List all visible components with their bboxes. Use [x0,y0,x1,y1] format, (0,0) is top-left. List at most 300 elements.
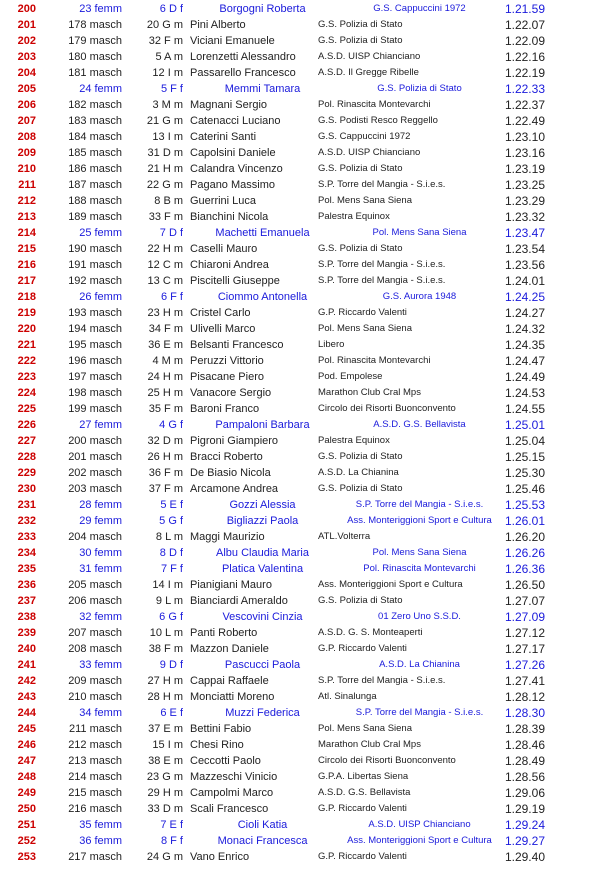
time-cell: 1.24.25 [504,290,545,304]
table-row [0,161,615,177]
table-row [0,417,615,433]
time-cell: 1.22.33 [504,82,545,96]
team-cell: ATL.Volterra [318,531,371,542]
athlete-name-cell: Scali Francesco [190,803,269,815]
position-cell: 206 [17,99,36,111]
category-cell: 33 D m [147,803,183,815]
team-cell: G.P. Riccardo Valenti [318,643,407,654]
time-cell: 1.24.47 [504,354,545,368]
athlete-name-cell: Viciani Emanuele [190,35,275,47]
position-cell: 208 [17,131,36,143]
athlete-name-cell: Cioli Katia [237,819,288,831]
category-cell: 35 F m [148,403,183,415]
category-cell: 10 L m [149,627,183,639]
category-cell: 4 G f [159,419,183,431]
team-cell: Palestra Equinox [318,211,390,222]
athlete-name-cell: Bianchini Nicola [190,211,269,223]
position-cell: 221 [17,339,36,351]
table-row [0,737,615,753]
team-cell: A.S.D. G.S. Bellavista [318,787,411,798]
position-cell: 223 [17,371,36,383]
team-cell: G.S. Polizia di Stato [318,483,403,494]
table-row [0,177,615,193]
category-cell: 25 H m [147,387,183,399]
athlete-name-cell: Chesi Rino [190,739,244,751]
time-cell: 1.27.17 [504,642,545,656]
athlete-name-cell: Chiaroni Andrea [190,259,269,271]
table-row [0,769,615,785]
table-row [0,353,615,369]
position-cell: 234 [17,547,36,559]
table-row [0,209,615,225]
category-cell: 9 D f [159,659,183,671]
team-cell: Pol. Mens Sana Siena [318,195,413,206]
time-cell: 1.25.04 [504,434,545,448]
table-row [0,321,615,337]
team-cell: G.S. Aurora 1948 [382,291,457,302]
position-cell: 214 [17,227,36,239]
team-cell: Libero [318,339,345,350]
bib-cell: 194 masch [68,323,122,335]
athlete-name-cell: Bigliazzi Paola [226,515,299,527]
position-cell: 212 [17,195,36,207]
time-cell: 1.23.54 [504,242,545,256]
athlete-name-cell: Borgogni Roberta [219,3,306,15]
table-row [0,337,615,353]
position-cell: 247 [17,755,36,767]
bib-cell: 199 masch [68,403,122,415]
category-cell: 3 M m [152,99,183,111]
table-row [0,817,615,833]
athlete-name-cell: Caselli Mauro [190,243,258,255]
time-cell: 1.22.49 [504,114,545,128]
position-cell: 222 [17,355,36,367]
table-row [0,545,615,561]
position-cell: 231 [17,499,36,511]
time-cell: 1.24.35 [504,338,545,352]
team-cell: A.S.D. UISP Chianciano [368,819,471,830]
athlete-name-cell: Machetti Emanuela [215,227,310,239]
team-cell: Pod. Empolese [318,371,383,382]
athlete-name-cell: Caterini Santi [190,131,257,143]
athlete-name-cell: Arcamone Andrea [190,483,279,495]
athlete-name-cell: Passarello Francesco [190,67,296,79]
category-cell: 8 F f [160,835,183,847]
team-cell: G.S. Polizia di Stato [318,243,403,254]
bib-cell: 35 femm [79,819,122,831]
athlete-name-cell: Pianigiani Mauro [190,579,272,591]
athlete-name-cell: Pampaloni Barbara [215,419,310,431]
team-cell: G.S. Polizia di Stato [318,19,403,30]
bib-cell: 200 masch [68,435,122,447]
position-cell: 216 [17,259,36,271]
category-cell: 8 D f [159,547,183,559]
category-cell: 13 C m [147,275,183,287]
team-cell: A.S.D. La Chianina [318,467,399,478]
position-cell: 228 [17,451,36,463]
bib-cell: 192 masch [68,275,122,287]
athlete-name-cell: Muzzi Federica [225,707,300,719]
category-cell: 22 G m [146,179,183,191]
table-row [0,49,615,65]
athlete-name-cell: Baroni Franco [190,403,260,415]
table-row [0,97,615,113]
bib-cell: 203 masch [68,483,122,495]
position-cell: 204 [17,67,36,79]
table-row [0,33,615,49]
category-cell: 12 I m [152,67,183,79]
category-cell: 24 H m [147,371,183,383]
athlete-name-cell: Pisacane Piero [190,371,264,383]
time-cell: 1.23.16 [504,146,545,160]
table-row [0,17,615,33]
table-row [0,81,615,97]
category-cell: 6 D f [159,3,183,15]
position-cell: 250 [17,803,36,815]
time-cell: 1.22.09 [504,34,545,48]
position-cell: 241 [17,659,36,671]
position-cell: 245 [17,723,36,735]
category-cell: 8 L m [155,531,183,543]
team-cell: G.S. Cappuccini 1972 [373,3,466,14]
bib-cell: 206 masch [68,595,122,607]
team-cell: Pol. Mens Sana Siena [318,323,413,334]
time-cell: 1.27.26 [504,658,545,672]
time-cell: 1.28.30 [504,706,545,720]
team-cell: G.S. Podisti Resco Reggello [318,115,438,126]
bib-cell: 178 masch [68,19,122,31]
time-cell: 1.25.15 [504,450,545,464]
category-cell: 6 F f [160,291,183,303]
team-cell: A.S.D. Il Gregge Ribelle [318,67,419,78]
position-cell: 237 [17,595,36,607]
position-cell: 211 [18,179,36,191]
time-cell: 1.22.37 [504,98,545,112]
table-row [0,641,615,657]
time-cell: 1.27.12 [504,626,545,640]
bib-cell: 36 femm [79,835,122,847]
position-cell: 227 [17,435,36,447]
category-cell: 27 H m [147,675,183,687]
time-cell: 1.21.59 [504,2,545,16]
category-cell: 28 H m [147,691,183,703]
athlete-name-cell: Bianciardi Ameraldo [190,595,288,607]
time-cell: 1.29.19 [504,802,545,816]
category-cell: 9 L m [155,595,183,607]
position-cell: 203 [17,51,36,63]
bib-cell: 24 femm [79,83,122,95]
athlete-name-cell: Pagano Massimo [190,179,275,191]
bib-cell: 186 masch [68,163,122,175]
table-row [0,513,615,529]
table-row [0,385,615,401]
time-cell: 1.24.55 [504,402,545,416]
athlete-name-cell: Mazzeschi Vinicio [190,771,278,783]
table-row [0,145,615,161]
time-cell: 1.26.20 [504,530,545,544]
bib-cell: 216 masch [68,803,122,815]
bib-cell: 197 masch [68,371,122,383]
table-row [0,849,615,865]
table-row [0,433,615,449]
athlete-name-cell: Vescovini Cinzia [222,611,303,623]
time-cell: 1.22.19 [504,66,545,80]
position-cell: 248 [17,771,36,783]
team-cell: S.P. Torre del Mangia - S.i.e.s. [318,259,446,270]
position-cell: 238 [17,611,36,623]
time-cell: 1.25.30 [504,466,545,480]
athlete-name-cell: Ceccotti Paolo [190,755,261,767]
athlete-name-cell: Platica Valentina [221,563,304,575]
bib-cell: 208 masch [68,643,122,655]
category-cell: 33 F m [148,211,183,223]
time-cell: 1.22.16 [504,50,545,64]
table-row [0,305,615,321]
table-row [0,1,615,17]
athlete-name-cell: Belsanti Francesco [190,339,284,351]
table-row [0,657,615,673]
time-cell: 1.28.12 [504,690,545,704]
category-cell: 15 I m [152,739,183,751]
athlete-name-cell: Ulivelli Marco [190,323,256,335]
category-cell: 34 F m [148,323,183,335]
table-row [0,801,615,817]
table-row [0,833,615,849]
category-cell: 24 G m [146,851,183,863]
bib-cell: 213 masch [68,755,122,767]
category-cell: 7 E f [160,819,183,831]
table-row [0,65,615,81]
time-cell: 1.27.41 [504,674,545,688]
bib-cell: 193 masch [68,307,122,319]
team-cell: Pol. Rinascita Montevarchi [363,563,476,574]
bib-cell: 30 femm [79,547,122,559]
time-cell: 1.24.32 [504,322,545,336]
time-cell: 1.27.07 [504,594,545,608]
position-cell: 224 [17,387,36,399]
table-row [0,721,615,737]
position-cell: 215 [17,243,36,255]
athlete-name-cell: Guerrini Luca [190,195,257,207]
table-row [0,625,615,641]
table-row [0,193,615,209]
table-row [0,577,615,593]
team-cell: Marathon Club Cral Mps [318,739,421,750]
time-cell: 1.26.36 [504,562,545,576]
athlete-name-cell: Magnani Sergio [190,99,268,111]
team-cell: G.S. Polizia di Stato [318,163,403,174]
position-cell: 229 [17,467,36,479]
table-row [0,273,615,289]
position-cell: 201 [17,19,36,31]
athlete-name-cell: Peruzzi Vittorio [190,355,264,367]
team-cell: S.P. Torre del Mangia - S.i.e.s. [355,499,484,510]
category-cell: 14 I m [152,579,183,591]
table-row [0,785,615,801]
position-cell: 249 [17,787,36,799]
team-cell: S.P. Torre del Mangia - S.i.e.s. [318,275,446,286]
athlete-name-cell: Albu Claudia Maria [216,547,309,559]
team-cell: Pol. Rinascita Montevarchi [318,355,431,366]
position-cell: 240 [17,643,36,655]
athlete-name-cell: Bracci Roberto [190,451,263,463]
bib-cell: 202 masch [68,467,122,479]
position-cell: 207 [17,115,36,127]
time-cell: 1.23.32 [504,210,545,224]
team-cell: G.S. Polizia di Stato [318,451,403,462]
category-cell: 5 E f [160,499,183,511]
athlete-name-cell: Piscitelli Giuseppe [190,275,280,287]
athlete-name-cell: Mazzon Daniele [190,643,269,655]
bib-cell: 180 masch [68,51,122,63]
bib-cell: 27 femm [79,419,122,431]
bib-cell: 179 masch [68,35,122,47]
time-cell: 1.25.46 [504,482,545,496]
category-cell: 13 I m [152,131,183,143]
table-row [0,609,615,625]
bib-cell: 209 masch [68,675,122,687]
category-cell: 6 G f [159,611,183,623]
category-cell: 38 E m [148,755,183,767]
bib-cell: 211 masch [69,723,122,735]
category-cell: 12 C m [147,259,183,271]
team-cell: G.P. Riccardo Valenti [318,803,407,814]
bib-cell: 28 femm [79,499,122,511]
bib-cell: 214 masch [68,771,122,783]
athlete-name-cell: Monciatti Moreno [190,691,275,703]
team-cell: A.S.D. UISP Chianciano [318,147,421,158]
athlete-name-cell: Cappai Raffaele [190,675,269,687]
category-cell: 5 F f [160,83,183,95]
bib-cell: 29 femm [79,515,122,527]
category-cell: 29 H m [147,787,183,799]
time-cell: 1.29.06 [504,786,545,800]
bib-cell: 183 masch [68,115,122,127]
table-row [0,753,615,769]
position-cell: 251 [17,819,36,831]
time-cell: 1.23.25 [504,178,545,192]
team-cell: S.P. Torre del Mangia - S.i.e.s. [318,675,446,686]
team-cell: G.S. Polizia di Stato [318,595,403,606]
team-cell: A.S.D. G.S. Bellavista [373,419,466,430]
time-cell: 1.28.46 [504,738,545,752]
athlete-name-cell: De Biasio Nicola [190,467,271,479]
bib-cell: 191 masch [68,259,122,271]
position-cell: 239 [17,627,36,639]
time-cell: 1.26.01 [504,514,545,528]
table-row [0,481,615,497]
table-row [0,689,615,705]
category-cell: 22 H m [147,243,183,255]
bib-cell: 207 masch [68,627,122,639]
team-cell: Palestra Equinox [318,435,390,446]
bib-cell: 184 masch [68,131,122,143]
category-cell: 36 F m [148,467,183,479]
bib-cell: 190 masch [68,243,122,255]
athlete-name-cell: Vanacore Sergio [190,387,272,399]
team-cell: G.S. Polizia di Stato [318,35,403,46]
time-cell: 1.29.40 [504,850,545,864]
table-row [0,465,615,481]
category-cell: 8 B m [154,195,183,207]
position-cell: 253 [17,851,36,863]
position-cell: 213 [17,211,36,223]
position-cell: 233 [17,531,36,543]
athlete-name-cell: Bettini Fabio [190,723,252,735]
time-cell: 1.23.19 [504,162,545,176]
bib-cell: 185 masch [68,147,122,159]
athlete-name-cell: Pigroni Giampiero [190,435,279,447]
bib-cell: 187 masch [68,179,122,191]
team-cell: G.S. Cappuccini 1972 [318,131,411,142]
category-cell: 23 G m [146,771,183,783]
time-cell: 1.24.27 [504,306,545,320]
bib-cell: 34 femm [79,707,122,719]
table-row [0,289,615,305]
athlete-name-cell: Memmi Tamara [224,83,301,95]
category-cell: 32 D m [147,435,183,447]
position-cell: 209 [17,147,36,159]
position-cell: 246 [17,739,36,751]
bib-cell: 217 masch [68,851,122,863]
team-cell: A.S.D. UISP Chianciano [318,51,421,62]
position-cell: 217 [17,275,36,287]
position-cell: 226 [17,419,36,431]
position-cell: 218 [17,291,36,303]
athlete-name-cell: Panti Roberto [190,627,258,639]
table-row [0,401,615,417]
team-cell: G.P. Riccardo Valenti [318,851,407,862]
team-cell: G.S. Polizia di Stato [377,83,462,94]
position-cell: 200 [17,3,36,15]
position-cell: 242 [17,675,36,687]
category-cell: 20 G m [146,19,183,31]
position-cell: 230 [17,483,36,495]
athlete-name-cell: Gozzi Alessia [229,499,296,511]
time-cell: 1.23.29 [504,194,545,208]
table-row [0,113,615,129]
time-cell: 1.23.10 [504,130,545,144]
category-cell: 7 F f [160,563,183,575]
category-cell: 6 E f [160,707,183,719]
bib-cell: 26 femm [79,291,122,303]
time-cell: 1.24.49 [504,370,545,384]
category-cell: 21 G m [146,115,183,127]
bib-cell: 215 masch [68,787,122,799]
category-cell: 37 F m [148,483,183,495]
position-cell: 219 [17,307,36,319]
time-cell: 1.25.53 [504,498,545,512]
team-cell: Ass. Monteriggioni Sport e Cultura [347,515,492,526]
table-row [0,129,615,145]
athlete-name-cell: Ciommo Antonella [217,291,308,303]
position-cell: 225 [17,403,36,415]
team-cell: Pol. Rinascita Montevarchi [318,99,431,110]
bib-cell: 32 femm [79,611,122,623]
athlete-name-cell: Catenacci Luciano [190,115,281,127]
category-cell: 4 M m [152,355,183,367]
position-cell: 210 [17,163,36,175]
bib-cell: 201 masch [68,451,122,463]
athlete-name-cell: Pini Alberto [190,19,246,31]
position-cell: 232 [17,515,36,527]
time-cell: 1.24.01 [504,274,545,288]
athlete-name-cell: Pascucci Paola [224,659,301,671]
time-cell: 1.23.56 [504,258,545,272]
team-cell: S.P. Torre del Mangia - S.i.e.s. [355,707,484,718]
time-cell: 1.28.56 [504,770,545,784]
team-cell: Pol. Mens Sana Siena [372,227,467,238]
